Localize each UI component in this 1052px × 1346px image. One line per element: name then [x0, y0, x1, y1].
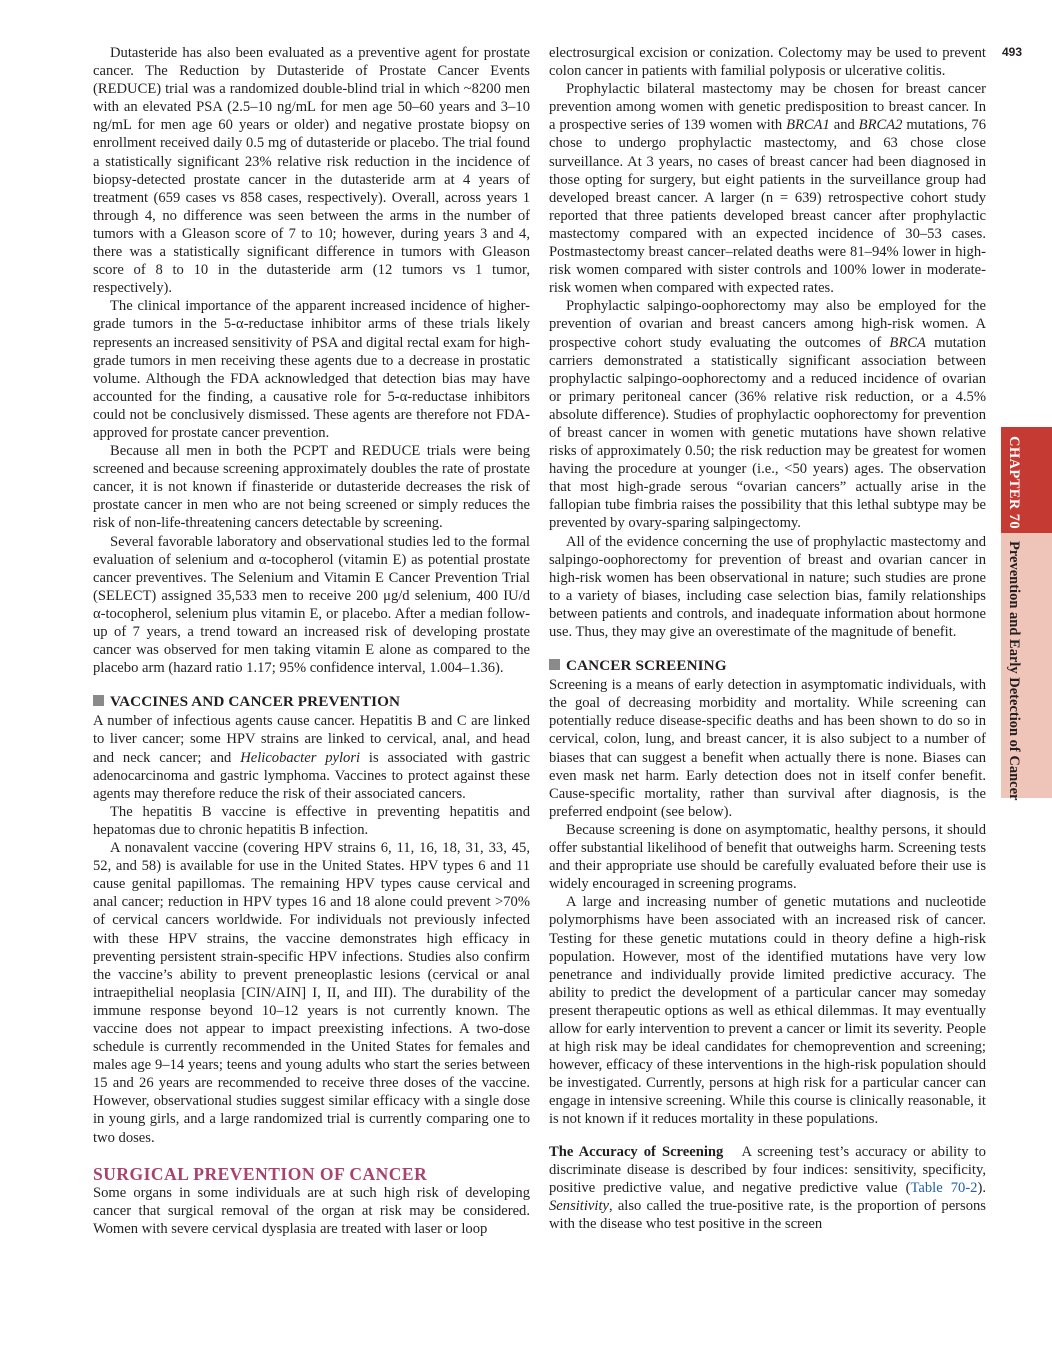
paragraph — [549, 297, 986, 532]
paragraph: Dutasteride has also been evaluated as a preventive agent for prostate cancer. The Reduction by Dutasteride of Prostate Cancer Events (REDUCE) trial was a randomized double-blind trial in which ~8200 men with an elevated PSA (2.5–10 ng/mL for men age 50–60 years and 3–10 ng/mL for men age 60 years or older) and negative prostate biopsy on enrollment received daily 0.5 mg of dutasteride or placebo. The trial found a statistically significant 23% relative risk reduction in the incidence of biopsy-detected prostate cancer in the dutasteride arm at 4 years of treatment (659 cases vs 858 cases, respectively). Overall, across years 1 through 4, no difference was seen between the arms in the number of tumors with a Gleason score of 7 to 10; however, during years 3 and 4, there was a statistically significant difference in tumors with Gleason score of 8 to 10 in the dutasteride arm (12 tumors vs 1 tumor, respectively). — [93, 45, 530, 297]
right-column — [549, 44, 986, 1233]
text-run: A number of infectious agents cause cancer. Hepatitis B and C are linked to liver cancer; some HPV strains are linked to cervical, anal, and head and neck cancer; and — [93, 713, 530, 766]
paragraph: Screening is a means of early detection in asymptomatic individuals, with the goal of decreasing morbidity and mortality. While screening can potentially reduce disease-specific deaths and has been shown to do so in cervical, colon, lung, and breast cancer, it is also subject to a number of biases that can suggest a benefit when actually there is none. Biases can even mask net harm. Early detection does not in itself confer benefit. Cause-specific mortality, rather than survival after diagnosis, is the preferred endpoint (see below). — [549, 677, 986, 820]
heading-square-icon — [549, 659, 560, 670]
text-run: A screening test’s accuracy or ability to discriminate disease is described by four indices: sensitivity, specificity, positive predictive value, and negative predictive value ( — [549, 1143, 986, 1196]
paragraph: Because all men in both the PCPT and REDUCE trials were being screened and because screening approximately doubles the rate of prostate cancer, it is not known if finasteride or dutasteride decreases the risk of prostate cancer in men who are not being screened or simply reduces the risk of non-life-threatening cancers detectable by screening. — [93, 443, 530, 532]
paragraph — [549, 1143, 986, 1233]
paragraph: The clinical importance of the apparent increased incidence of higher-grade tumors in the 5-α-reductase inhibitor arms of these trials likely represents an increased sensitivity of PSA and digital rectal exam for high-grade tumors in men receiving these agents due to a decrease in prostatic volume. Although the FDA acknowledged that detection bias may have accounted for the finding, a causative role for 5-α-reductase inhibitors could not be conclusively dismissed. These agents are therefore not FDA-approved for prostate cancer prevention. — [93, 298, 530, 441]
section-heading-screening — [549, 657, 986, 675]
table-reference-link[interactable]: Table 70-2 — [910, 1179, 978, 1196]
paragraph: Some organs in some individuals are at such high risk of developing cancer that surgical removal of the organ at risk may be considered. Women with severe cervical dysplasia are treated with laser or loop — [93, 1184, 530, 1237]
paragraph: Several favorable laboratory and observational studies led to the formal evaluation of selenium and α-tocopherol (vitamin E) as potential prostate cancer preventives. The Selenium and Vitamin E Cancer Prevention Trial (SELECT) assigned 35,533 men to receive 200 μg/d selenium, 400 IU/d α-tocopherol, selenium plus vitamin E, or placebo. After a median follow-up of 7 years, a trend toward an increased risk of developing prostate cancer was observed for men taking vitamin E alone as compared to the placebo arm (hazard ratio 1.17; 95% confidence interval, 1.004–1.36). — [93, 533, 530, 677]
heading-square-icon — [93, 695, 104, 706]
side-tab-chapter — [1001, 427, 1052, 533]
italic-term: Sensitivity — [549, 1197, 609, 1214]
paragraph: The hepatitis B vaccine is effective in preventing hepatitis and hepatomas due to chronic hepatitis B infection. — [93, 803, 530, 838]
section-heading-vaccines — [93, 693, 530, 711]
paragraph: A large and increasing number of genetic mutations and nucleotide polymorphisms have been associated with an increased risk of cancer. Testing for these genetic mutations could in theory define a high-risk population. However, most of the identified mutations have very low penetrance and individually provide limited predictive accuracy. The ability to predict the development of a particular cancer may someday present therapeutic options as well as ethical dilemmas. It may eventually allow for early intervention to prevent a cancer or limit its severity. People at high risk may be ideal candidates for chemoprevention and screening; however, efficacy of these interventions in the high-risk population should be investigated. Currently, persons at high risk for a particular cancer can engage in intensive screening. While this course is clinically reasonable, it is not known if it reduces mortality in these populations. — [549, 894, 986, 1128]
paragraph: A nonavalent vaccine (covering HPV strains 6, 11, 16, 18, 31, 33, 45, 52, and 58) is available for use in the United States. HPV types 6 and 11 cause genital papillomas. The remaining HPV types cause cervical and anal cancer; reduction in HPV types 16 and 18 alone could prevent >70% of cervical cancers worldwide. For individuals not previously infected with these HPV strains, the vaccine demonstrates high efficacy in preventing persistent strain-specific HPV infections. Studies also confirm the vaccine’s ability to prevent preneoplastic lesions (cervical or anal intraepithelial neoplasia [CIN/AIN] I, II, and III). The durability of the immune response beyond 10–12 years is not currently known. The vaccine does not appear to impact preexisting infections. A two-dose schedule is currently recommended in the United States for females and males age 9–14 years; teens and young adults who start the series between 15 and 26 years are recommended to receive three doses of the vaccine. However, observational studies suggest similar efficacy with a single dose in young girls, and a large randomized trial is currently comparing one to two doses. — [93, 840, 530, 1146]
run-in-heading: The Accuracy of Screening — [549, 1143, 724, 1160]
left-column — [93, 44, 530, 1238]
text-run: mutation carriers demonstrated a statistically significant association between prophylactic salpingo-oophorectomy and a reduced incidence of ovarian or primary peritoneal cancer (36% relative risk reduction, or a 4.5% absolute difference). Studies of prophylactic oophorectomy for prevention of breast cancer in women with genetic mutations have shown relative risks of approximately 0.50; the risk reduction may be greatest for women having the procedure at younger (i.e., <50 years) ages. The observation that most high-grade serous “ovarian cancers” actually arise in the fallopian tube fimbria raises the possibility that this lethal subtype may be prevented by ovary-sparing salpingectomy. — [549, 334, 986, 532]
paragraph: electrosurgical excision or conization. Colectomy may be used to prevent colon cancer in patients with familial polyposis or ulcerative colitis. — [549, 45, 986, 80]
major-heading-surgical: SURGICAL PREVENTION OF CANCER — [93, 1163, 428, 1184]
text-run: is associated with gastric adenocarcinoma and gastric lymphoma. Vaccines to protect against these agents may therefore reduce the risk of their associated cancers. — [93, 749, 530, 802]
side-tab-title — [1001, 533, 1052, 801]
paragraph: All of the evidence concerning the use of prophylactic mastectomy and salpingo-oophorectomy for prevention of breast and ovarian cancer in high-risk women has been observational in nature; such studies are prone to a variety of biases, including case selection bias, family relationships between patients and controls, and inadequate information about hormone use. Thus, they may give an overestimate of the magnitude of benefit. — [549, 533, 986, 640]
text-run: ). — [977, 1179, 986, 1196]
side-tab-title-label: Prevention and Early Detection of Cancer — [1006, 541, 1022, 801]
text-run: , also called the true-positive rate, is the proportion of persons with the disease who test positive in the screen — [549, 1197, 986, 1232]
italic-term: BRCA — [889, 334, 926, 351]
side-tab-chapter-label: CHAPTER 70 — [1006, 436, 1022, 530]
text-run: and — [829, 117, 859, 134]
section-heading-text: VACCINES AND CANCER PREVENTION — [110, 693, 401, 711]
paragraph — [93, 712, 530, 802]
text-run: Prophylactic salpingo-oophorectomy may also be employed for the prevention of ovarian and breast cancers among high-risk women. A prospective cohort study evaluating the outcomes of — [549, 298, 986, 351]
text-run: Prophylactic bilateral mastectomy may be chosen for breast cancer prevention among women with genetic predisposition to breast cancer. In a prospective series of 139 women with — [549, 81, 986, 134]
paragraph — [549, 80, 986, 297]
italic-term: BRCA1 — [786, 117, 830, 134]
text-run: mutations, 76 chose to undergo prophylactic mastectomy, and 63 chose close surveillance. At 3 years, no cases of breast cancer had been diagnosed in those opting for surgery, but eight patients in the surveillance group had developed breast cancer. A larger (n = 639) retrospective cohort study reported that three patients developed breast cancer after prophylactic mastectomy compared with an expected incidence of 30–53 cases. Postmastectomy breast cancer–related deaths were 81–94% lower in high-risk women compared with sister controls and 100% lower in moderate-risk women when compared with expected rates. — [549, 117, 987, 297]
paragraph: Because screening is done on asymptomatic, healthy persons, it should offer substantial likelihood of benefit that outweighs harm. Screening tests and their appropriate use should be carefully evaluated before their use is widely encouraged in screening programs. — [549, 821, 986, 893]
italic-term: BRCA2 — [858, 117, 903, 134]
italic-term: Helicobacter pylori — [240, 749, 361, 766]
section-heading-text: CANCER SCREENING — [566, 657, 727, 675]
page-number: 493 — [1002, 45, 1023, 59]
